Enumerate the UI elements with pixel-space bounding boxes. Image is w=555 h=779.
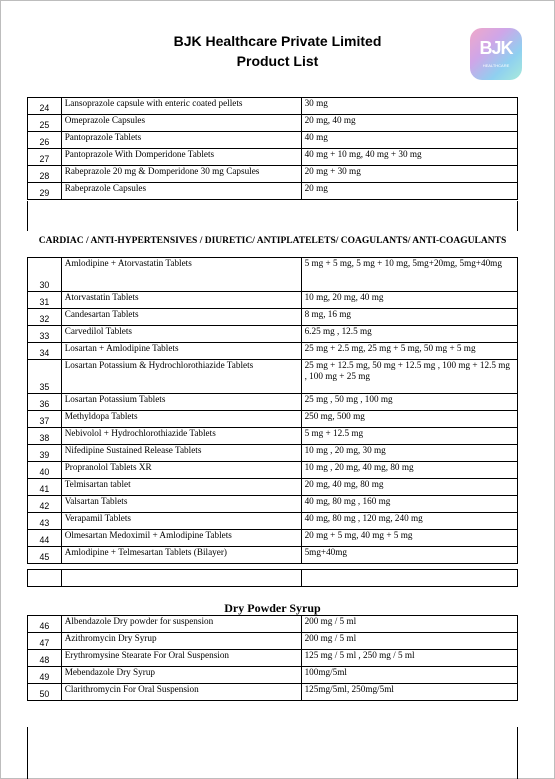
product-name: Losartan Potassium Tablets <box>61 394 301 411</box>
product-strength: 40 mg, 80 mg , 120 mg, 240 mg <box>301 513 517 530</box>
row-number: 29 <box>28 183 62 200</box>
product-name: Amlodipine + Telmesartan Tablets (Bilayer) <box>61 547 301 564</box>
product-name: Losartan + Amlodipine Tablets <box>61 343 301 360</box>
section-heading-cardiac: CARDIAC / ANTI-HYPERTENSIVES / DIURETIC/ ANTIPLATELETS/ COAGULANTS/ ANTI-COAGULANTS <box>38 236 507 246</box>
row-number: 27 <box>28 149 62 166</box>
product-strength: 10 mg , 20 mg, 30 mg <box>301 445 517 462</box>
row-number: 38 <box>28 428 62 445</box>
table-row <box>28 650 518 667</box>
table-row <box>28 496 518 513</box>
table-row <box>28 183 518 200</box>
product-strength: 100mg/5ml <box>301 667 517 684</box>
product-strength: 8 mg, 16 mg <box>301 309 517 326</box>
table-row <box>28 292 518 309</box>
logo-subtext: HEALTHCARE <box>482 63 510 68</box>
product-name: Omeprazole Capsules <box>61 115 301 132</box>
table-row <box>28 684 518 701</box>
product-strength: 30 mg <box>301 98 517 115</box>
row-number: 48 <box>28 650 62 667</box>
product-name: Mebendazole Dry Syrup <box>61 667 301 684</box>
row-number: 24 <box>28 98 62 115</box>
product-name: Losartan Potassium & Hydrochlorothiazide Tablets <box>61 360 301 394</box>
product-name: Valsartan Tablets <box>61 496 301 513</box>
table-blank-row <box>27 569 518 587</box>
product-name: Rabeprazole Capsules <box>61 183 301 200</box>
product-strength: 5 mg + 12.5 mg <box>301 428 517 445</box>
product-strength: 6.25 mg , 12.5 mg <box>301 326 517 343</box>
table-row <box>28 513 518 530</box>
row-number: 37 <box>28 411 62 428</box>
row-number: 42 <box>28 496 62 513</box>
company-logo <box>470 28 522 80</box>
row-number: 43 <box>28 513 62 530</box>
product-name: Azithromycin Dry Syrup <box>61 633 301 650</box>
product-strength: 10 mg, 20 mg, 40 mg <box>301 292 517 309</box>
row-number: 40 <box>28 462 62 479</box>
table-row <box>28 479 518 496</box>
table-row <box>28 326 518 343</box>
product-name: Pantoprazole Tablets <box>61 132 301 149</box>
product-table-cardiac <box>27 257 518 564</box>
product-strength: 25 mg , 50 mg , 100 mg <box>301 394 517 411</box>
row-number: 47 <box>28 633 62 650</box>
product-name: Methyldopa Tablets <box>61 411 301 428</box>
product-name: Propranolol Tablets XR <box>61 462 301 479</box>
row-number: 31 <box>28 292 62 309</box>
section-spacer-bottom <box>27 727 518 779</box>
table-row <box>28 445 518 462</box>
section-spacer <box>27 201 518 231</box>
table-row <box>28 258 518 292</box>
product-name: Amlodipine + Atorvastatin Tablets <box>61 258 301 292</box>
row-number: 49 <box>28 667 62 684</box>
product-name: Lansoprazole capsule with enteric coated pellets <box>61 98 301 115</box>
table-row <box>28 394 518 411</box>
product-strength: 25 mg + 12.5 mg, 50 mg + 12.5 mg , 100 mg + 12.5 mg , 100 mg + 25 mg <box>301 360 517 394</box>
product-strength: 20 mg + 30 mg <box>301 166 517 183</box>
product-strength: 20 mg <box>301 183 517 200</box>
table-row <box>28 343 518 360</box>
product-name: Olmesartan Medoximil + Amlodipine Tablets <box>61 530 301 547</box>
table-row <box>28 530 518 547</box>
product-name: Candesartan Tablets <box>61 309 301 326</box>
product-name: Erythromysine Stearate For Oral Suspension <box>61 650 301 667</box>
table-row <box>28 166 518 183</box>
product-name: Telmisartan tablet <box>61 479 301 496</box>
product-name: Pantoprazole With Domperidone Tablets <box>61 149 301 166</box>
row-number: 44 <box>28 530 62 547</box>
product-strength: 20 mg, 40 mg, 80 mg <box>301 479 517 496</box>
product-name: Atorvastatin Tablets <box>61 292 301 309</box>
product-table-dry-syrup <box>27 615 518 701</box>
table-row <box>28 309 518 326</box>
section-heading-dry-powder-syrup: Dry Powder Syrup <box>224 601 321 615</box>
product-name: Verapamil Tablets <box>61 513 301 530</box>
product-strength: 40 mg, 80 mg , 160 mg <box>301 496 517 513</box>
product-strength: 200 mg / 5 ml <box>301 633 517 650</box>
product-strength: 5mg+40mg <box>301 547 517 564</box>
product-strength: 20 mg, 40 mg <box>301 115 517 132</box>
table-row <box>28 462 518 479</box>
row-number: 34 <box>28 343 62 360</box>
table-row <box>28 633 518 650</box>
row-number: 50 <box>28 684 62 701</box>
product-strength: 125 mg / 5 ml , 250 mg / 5 ml <box>301 650 517 667</box>
product-strength: 200 mg / 5 ml <box>301 616 517 633</box>
row-number: 26 <box>28 132 62 149</box>
table-row <box>28 360 518 394</box>
document-title: Product List <box>236 53 319 69</box>
table-row <box>28 149 518 166</box>
table-row <box>28 98 518 115</box>
row-number: 41 <box>28 479 62 496</box>
product-name: Clarithromycin For Oral Suspension <box>61 684 301 701</box>
logo-text: BJK <box>479 38 513 58</box>
product-strength: 5 mg + 5 mg, 5 mg + 10 mg, 5mg+20mg, 5mg+40mg <box>301 258 517 292</box>
product-name: Rabeprazole 20 mg & Domperidone 30 mg Capsules <box>61 166 301 183</box>
row-number: 30 <box>28 258 62 292</box>
table-row <box>28 616 518 633</box>
product-table-ppi <box>27 97 518 200</box>
table-row <box>28 115 518 132</box>
product-name: Nifedipine Sustained Release Tablets <box>61 445 301 462</box>
product-name: Albendazole Dry powder for suspension <box>61 616 301 633</box>
row-number: 46 <box>28 616 62 633</box>
product-name: Nebivolol + Hydrochlorothiazide Tablets <box>61 428 301 445</box>
row-number: 35 <box>28 360 62 394</box>
product-strength: 40 mg + 10 mg, 40 mg + 30 mg <box>301 149 517 166</box>
product-strength: 40 mg <box>301 132 517 149</box>
table-row <box>28 132 518 149</box>
product-strength: 250 mg, 500 mg <box>301 411 517 428</box>
table-row <box>28 428 518 445</box>
product-strength: 20 mg + 5 mg, 40 mg + 5 mg <box>301 530 517 547</box>
row-number: 36 <box>28 394 62 411</box>
row-number: 45 <box>28 547 62 564</box>
table-row <box>28 411 518 428</box>
row-number: 39 <box>28 445 62 462</box>
company-name: BJK Healthcare Private Limited <box>173 33 382 49</box>
row-number: 32 <box>28 309 62 326</box>
row-number: 33 <box>28 326 62 343</box>
row-number: 25 <box>28 115 62 132</box>
product-strength: 25 mg + 2.5 mg, 25 mg + 5 mg, 50 mg + 5 mg <box>301 343 517 360</box>
table-row <box>28 667 518 684</box>
product-name: Carvedilol Tablets <box>61 326 301 343</box>
product-strength: 10 mg , 20 mg, 40 mg, 80 mg <box>301 462 517 479</box>
table-row <box>28 547 518 564</box>
product-strength: 125mg/5ml, 250mg/5ml <box>301 684 517 701</box>
row-number: 28 <box>28 166 62 183</box>
